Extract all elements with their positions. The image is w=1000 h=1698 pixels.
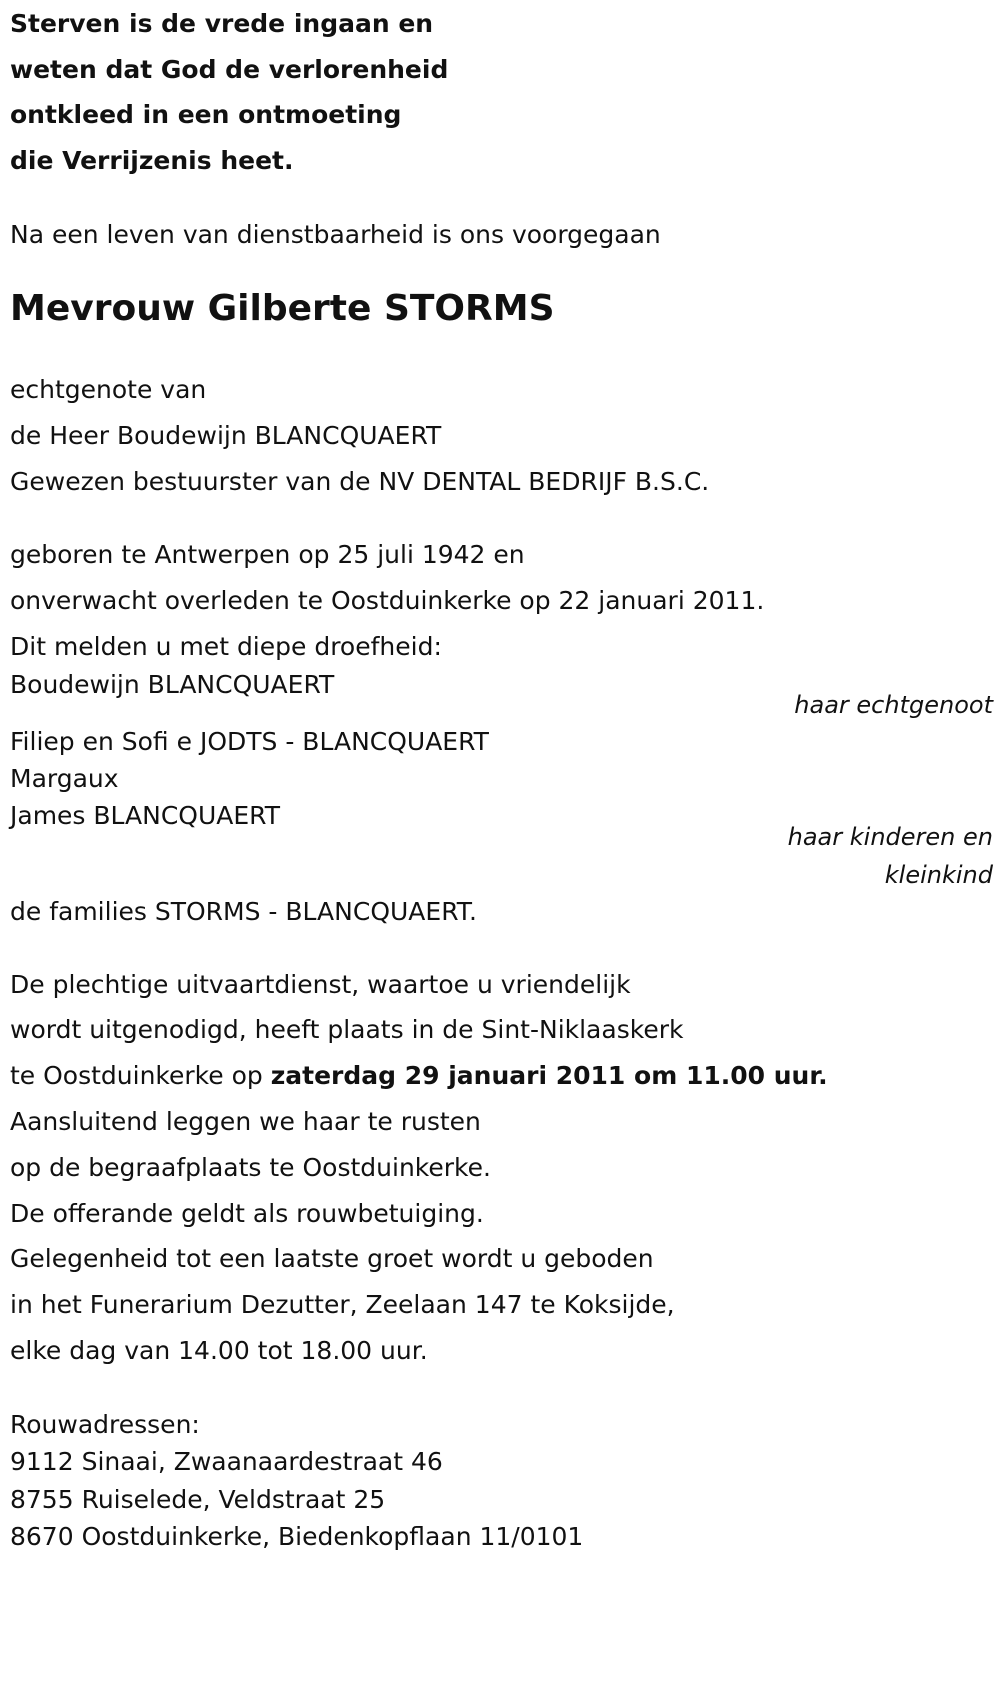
poem-line-1: Sterven is de vrede ingaan en — [10, 9, 434, 38]
spouse-line-1: echtgenote van — [10, 375, 207, 404]
announcers-heading: Dit melden u met diepe droefheid: — [10, 632, 442, 661]
funeral-line-8: in het Funerarium Dezutter, Zeelaan 147 te Koksijde, — [10, 1290, 675, 1319]
announcer-child-3: James BLANCQUAERT — [10, 801, 281, 830]
funeral-line-6: De offerande geldt als rouwbetuiging. — [10, 1199, 484, 1228]
funeral-line-7: Gelegenheid tot een laatste groet wordt u geboden — [10, 1244, 654, 1273]
announcer-child-1: Filiep en Sofi e JODTS - BLANCQUAERT — [10, 727, 489, 756]
birth-line: geboren te Antwerpen op 25 juli 1942 en — [10, 540, 525, 569]
families-line: de families STORMS - BLANCQUAERT. — [10, 897, 477, 926]
husband-role: haar echtgenoot — [794, 691, 993, 719]
funeral-line-3 — [10, 1061, 828, 1091]
funeral-line-5: op de begraafplaats te Oostduinkerke. — [10, 1153, 491, 1182]
address-3: 8670 Oostduinkerke, Biedenkopflaan 11/0101 — [10, 1522, 584, 1551]
death-line: onverwacht overleden te Oostduinkerke op 22 januari 2011. — [10, 586, 765, 615]
announcer-husband: Boudewijn BLANCQUAERT — [10, 670, 335, 699]
poem-line-2: weten dat God de verlorenheid — [10, 55, 449, 84]
funeral-line-9: elke dag van 14.00 tot 18.00 uur. — [10, 1336, 428, 1365]
funeral-line-1: De plechtige uitvaartdienst, waartoe u vriendelijk — [10, 970, 631, 999]
address-2: 8755 Ruiselede, Veldstraat 25 — [10, 1485, 386, 1514]
poem-line-4: die Verrijzenis heet. — [10, 146, 294, 175]
funeral-line-2: wordt uitgenodigd, heeft plaats in de Sint-Niklaaskerk — [10, 1015, 684, 1044]
spouse-line-2: de Heer Boudewijn BLANCQUAERT — [10, 421, 442, 450]
funeral-date-time: zaterdag 29 januari 2011 om 11.00 uur. — [270, 1061, 828, 1090]
spouse-line-3: Gewezen bestuurster van de NV DENTAL BEDRIJF B.S.C. — [10, 467, 710, 496]
announcer-child-2: Margaux — [10, 764, 119, 793]
addresses-heading: Rouwadressen: — [10, 1410, 200, 1439]
poem-line-3: ontkleed in een ontmoeting — [10, 100, 402, 129]
funeral-line-3-prefix: te Oostduinkerke op — [10, 1061, 271, 1090]
children-role-2: kleinkind — [884, 861, 993, 889]
funeral-line-4: Aansluitend leggen we haar te rusten — [10, 1107, 481, 1136]
children-role-1: haar kinderen en — [787, 823, 993, 851]
address-1: 9112 Sinaai, Zwaanaardestraat 46 — [10, 1447, 443, 1476]
intro-text: Na een leven van dienstbaarheid is ons voorgegaan — [10, 220, 661, 249]
deceased-name: Mevrouw Gilberte STORMS — [10, 288, 555, 329]
